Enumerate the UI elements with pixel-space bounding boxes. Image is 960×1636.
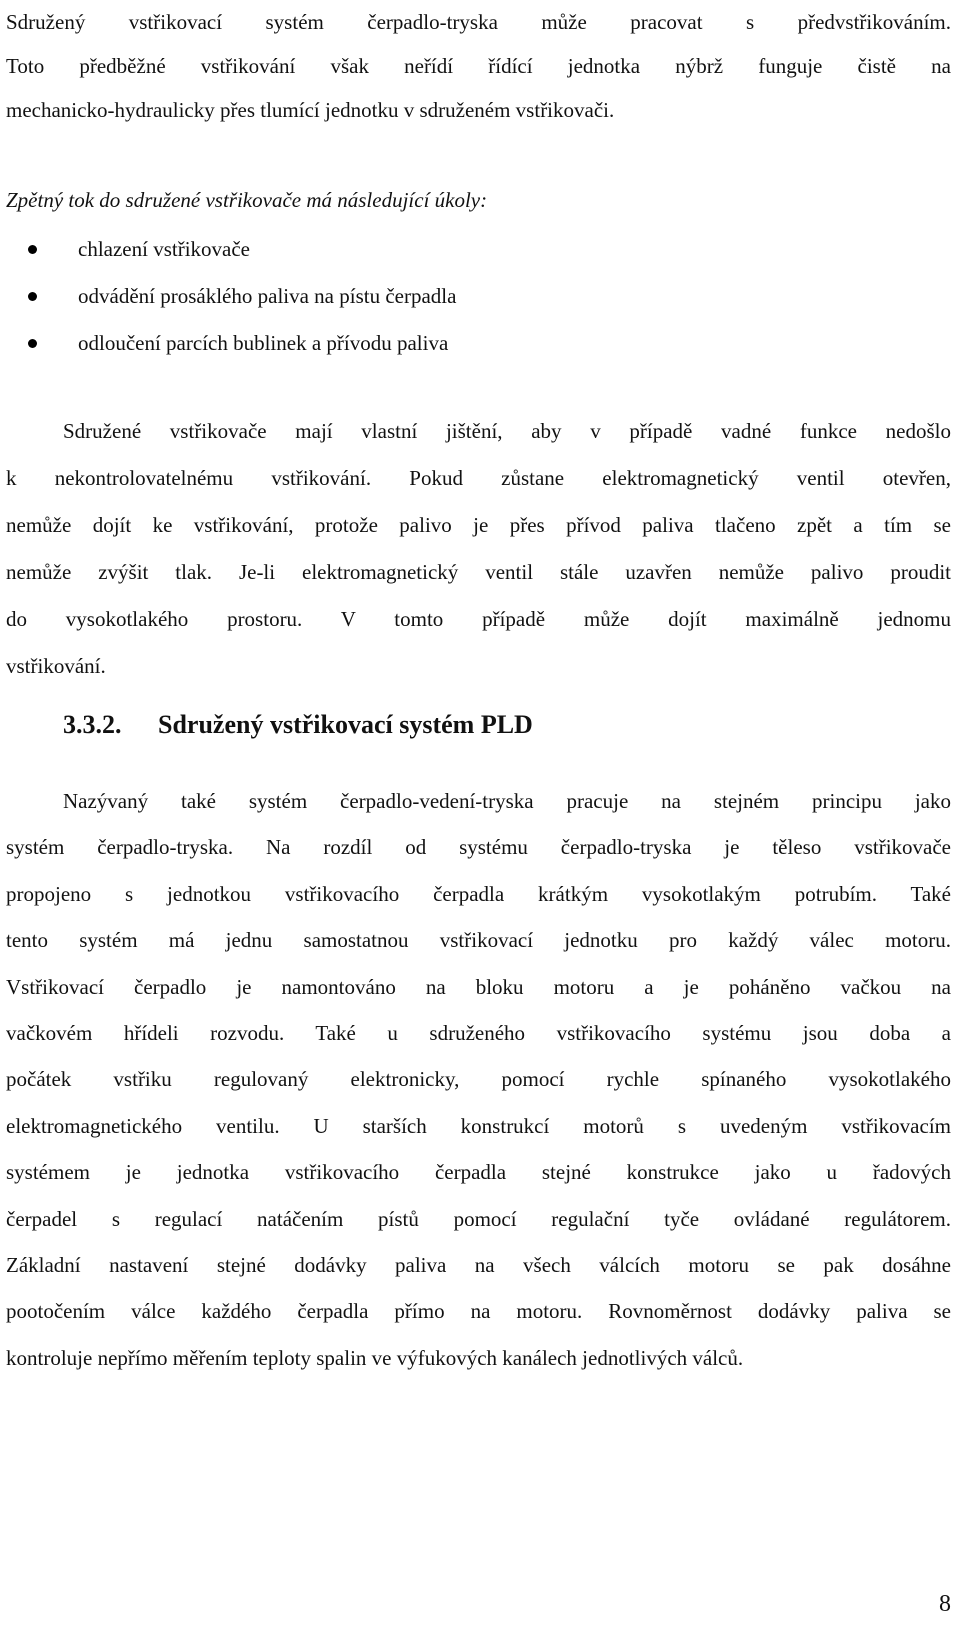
list-item	[6, 273, 456, 320]
paragraph-3-line: čerpadel s regulací natáčením pístů pomocí regulační tyče ovládané regulátorem.	[6, 1206, 951, 1231]
paragraph-3-line: propojeno s jednotkou vstřikovacího čerpadla krátkým vysokotlakým potrubím. Také	[6, 881, 951, 906]
paragraph-2-line: do vysokotlakého prostoru. V tomto případě může dojít maximálně jednomu	[6, 607, 951, 631]
paragraph-2-line: nemůže dojít ke vstřikování, protože palivo je přes přívod paliva tlačeno zpět a tím se	[6, 513, 951, 537]
bullet-icon	[28, 339, 37, 348]
paragraph-3-line: Vstřikovací čerpadlo je namontováno na bloku motoru a je poháněno vačkou na	[6, 974, 951, 999]
paragraph-3-line: tento systém má jednu samostatnou vstřikovací jednotku pro každý válec motoru.	[6, 928, 951, 953]
paragraph-1-line: Toto předběžné vstřikování však neřídí řídící jednotka nýbrž funguje čistě na	[6, 54, 951, 78]
bullet-list	[6, 226, 456, 367]
paragraph-3-line: systémem je jednotka vstřikovacího čerpadla stejné konstrukce jako u řadových	[6, 1160, 951, 1185]
list-item	[6, 226, 456, 273]
section-number: 3.3.2.	[63, 710, 122, 739]
paragraph-2-line: nemůže zvýšit tlak. Je-li elektromagnetický ventil stále uzavřen nemůže palivo proudit	[6, 560, 951, 584]
paragraph-3-line: Základní nastavení stejné dodávky paliva na všech válcích motoru se pak dosáhne	[6, 1252, 951, 1277]
paragraph-1-line: mechanicko-hydraulicky přes tlumící jednotku v sdruženém vstřikovači.	[6, 98, 615, 122]
paragraph-3-line: pootočením válce každého čerpadla přímo na motoru. Rovnoměrnost dodávky paliva se	[6, 1299, 951, 1324]
paragraph-1	[6, 0, 951, 132]
paragraph-3-line: elektromagnetického ventilu. U starších konstrukcí motorů s uvedeným vstřikovacím	[6, 1113, 951, 1138]
paragraph-1-line: Sdružený vstřikovací systém čerpadlo-tryska může pracovat s předvstřikováním.	[6, 10, 951, 34]
paragraph-2-line: vstřikování.	[6, 654, 106, 678]
paragraph-3-line: vačkovém hřídeli rozvodu. Také u sdruženého vstřikovacího systému jsou doba a	[6, 1020, 951, 1045]
paragraph-2-line: k nekontrolovatelnému vstřikování. Pokud zůstane elektromagnetický ventil otevřen,	[6, 466, 951, 490]
section-heading	[63, 700, 533, 750]
list-item	[6, 320, 456, 367]
section-title: Sdružený vstřikovací systém PLD	[158, 710, 533, 739]
bullet-icon	[28, 292, 37, 301]
list-item-text: odloučení parcích bublinek a přívodu paliva	[78, 331, 449, 355]
list-item-text: odvádění prosáklého paliva na pístu čerpadla	[78, 284, 457, 308]
paragraph-3-line: Nazývaný také systém čerpadlo-vedení-tryska pracuje na stejném principu jako	[63, 789, 951, 813]
list-item-text: chlazení vstřikovače	[78, 237, 250, 261]
paragraph-3-line: systém čerpadlo-tryska. Na rozdíl od systému čerpadlo-tryska je těleso vstřikovače	[6, 835, 951, 860]
list-intro: Zpětný tok do sdružené vstřikovače má následující úkoly:	[6, 188, 488, 212]
paragraph-3-line: počátek vstřiku regulovaný elektronicky, pomocí rychle spínaného vysokotlakého	[6, 1067, 951, 1092]
bullet-icon	[28, 245, 37, 254]
paragraph-2	[6, 408, 951, 690]
paragraph-3-line: kontroluje nepřímo měřením teploty spalin ve výfukových kanálech jednotlivých válců.	[6, 1345, 744, 1370]
paragraph-3	[6, 778, 951, 1381]
paragraph-2-line: Sdružené vstřikovače mají vlastní jištění, aby v případě vadné funkce nedošlo	[63, 419, 951, 443]
page-number: 8	[939, 1591, 951, 1617]
